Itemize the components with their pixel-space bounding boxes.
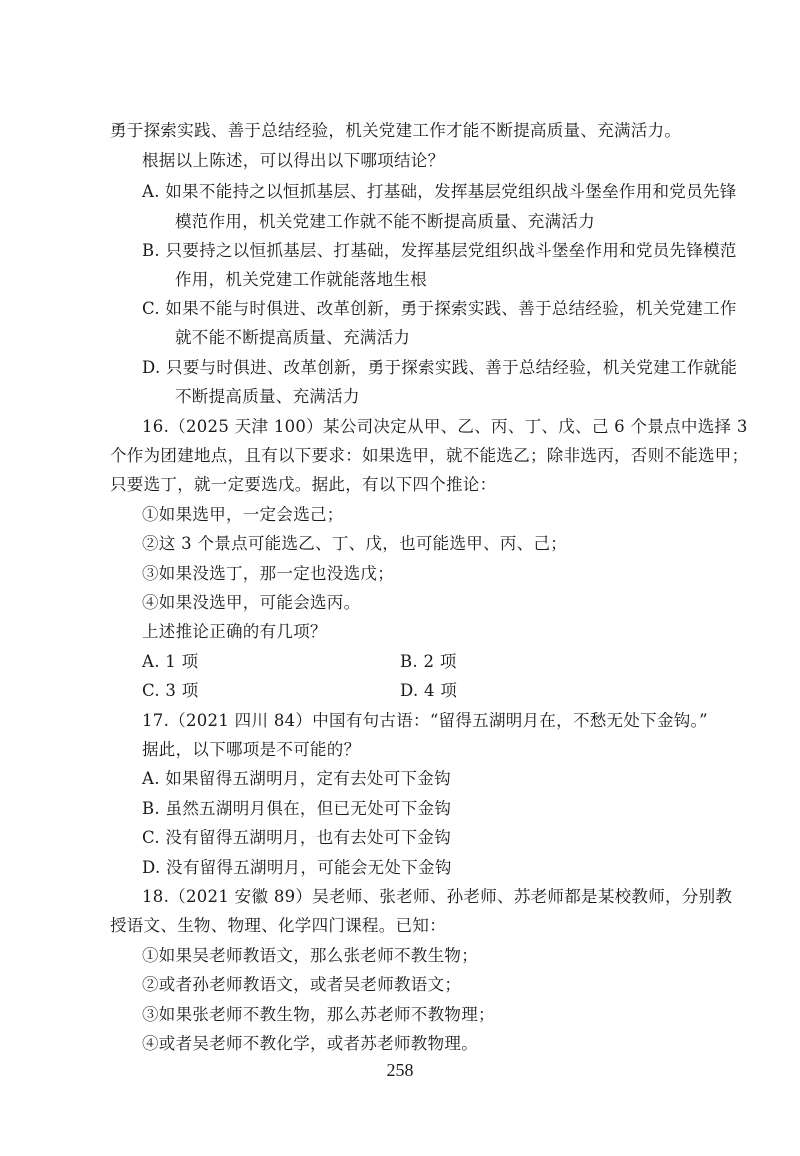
q15-stem: 根据以上陈述，可以得出以下哪项结论？ (142, 151, 445, 170)
q18-stem-line1: 18.（2021 安徽 89）吴老师、张老师、孙老师、苏老师都是某校教师，分别教 (142, 887, 733, 906)
q17-stem-line2: 据此，以下哪项是不可能的？ (142, 740, 361, 759)
q18-stem-line2: 授语文、生物、物理、化学四门课程。已知： (110, 916, 446, 935)
q15-option-a-line2: 模范作用，机关党建工作就不能不断提高质量、充满活力 (175, 212, 595, 231)
q15-option-d-line2: 不断提高质量、充满活力 (175, 387, 360, 406)
q15-option-b-line2: 作用，机关党建工作就能落地生根 (175, 270, 427, 289)
paragraph-continuation: 勇于探索实践、善于总结经验，机关党建工作才能不断提高质量、充满活力。 (110, 121, 682, 140)
q17-option-b: B. 虽然五湖明月俱在，但已无处可下金钩 (142, 799, 452, 818)
q18-condition-3: ③如果张老师不教生物，那么苏老师不教物理； (142, 1005, 495, 1024)
q16-option-c: C. 3 项 (142, 681, 199, 700)
q16-inference-3: ③如果没选丁，那一定也没选戊； (142, 564, 394, 583)
q16-stem-line1: 16.（2025 天津 100）某公司决定从甲、乙、丙、丁、戊、己 6 个景点中选择 3 (142, 417, 748, 436)
q17-option-a: A. 如果留得五湖明月，定有去处可下金钩 (142, 769, 451, 788)
q17-stem-line1: 17.（2021 四川 84）中国有句古语：“留得五湖明月在，不愁无处下金钩。” (142, 711, 708, 730)
q17-option-d: D. 没有留得五湖明月，可能会无处下金钩 (142, 858, 452, 877)
q16-inference-2: ②这 3 个景点可能选乙、丁、戊，也可能选甲、丙、己； (142, 534, 568, 553)
q15-option-b-line1: B. 只要持之以恒抓基层、打基础，发挥基层党组织战斗堡垒作用和党员先锋模范 (142, 241, 737, 260)
q17-option-c: C. 没有留得五湖明月，也有去处可下金钩 (142, 828, 452, 847)
q18-condition-4: ④或者吴老师不教化学，或者苏老师教物理。 (142, 1034, 478, 1053)
q16-question: 上述推论正确的有几项？ (142, 622, 327, 641)
q18-condition-2: ②或者孙老师教语文，或者吴老师教语文； (142, 975, 462, 994)
q15-option-d-line1: D. 只要与时俱进、改革创新，勇于探索实践、善于总结经验，机关党建工作就能 (142, 358, 738, 377)
page-number: 258 (386, 1060, 414, 1080)
q15-option-a-line1: A. 如果不能持之以恒抓基层、打基础，发挥基层党组织战斗堡垒作用和党员先锋 (142, 182, 737, 201)
q16-inference-1: ①如果选甲，一定会选己； (142, 505, 344, 524)
q16-option-b: B. 2 项 (400, 652, 457, 671)
q15-option-c-line2: 就不能不断提高质量、充满活力 (175, 328, 411, 347)
q16-option-a: A. 1 项 (142, 652, 199, 671)
q15-option-c-line1: C. 如果不能与时俱进、改革创新，勇于探索实践、善于总结经验，机关党建工作 (142, 299, 737, 318)
q18-condition-1: ①如果吴老师教语文，那么张老师不教生物； (142, 946, 478, 965)
q16-inference-4: ④如果没选甲，可能会选丙。 (142, 593, 361, 612)
q16-option-d: D. 4 项 (400, 681, 458, 700)
q16-stem-line3: 只要选丁，就一定要选戊。据此，有以下四个推论： (110, 475, 497, 494)
q16-stem-line2: 个作为团建地点，且有以下要求：如果选甲，就不能选乙；除非选丙，否则不能选甲； (110, 446, 749, 465)
